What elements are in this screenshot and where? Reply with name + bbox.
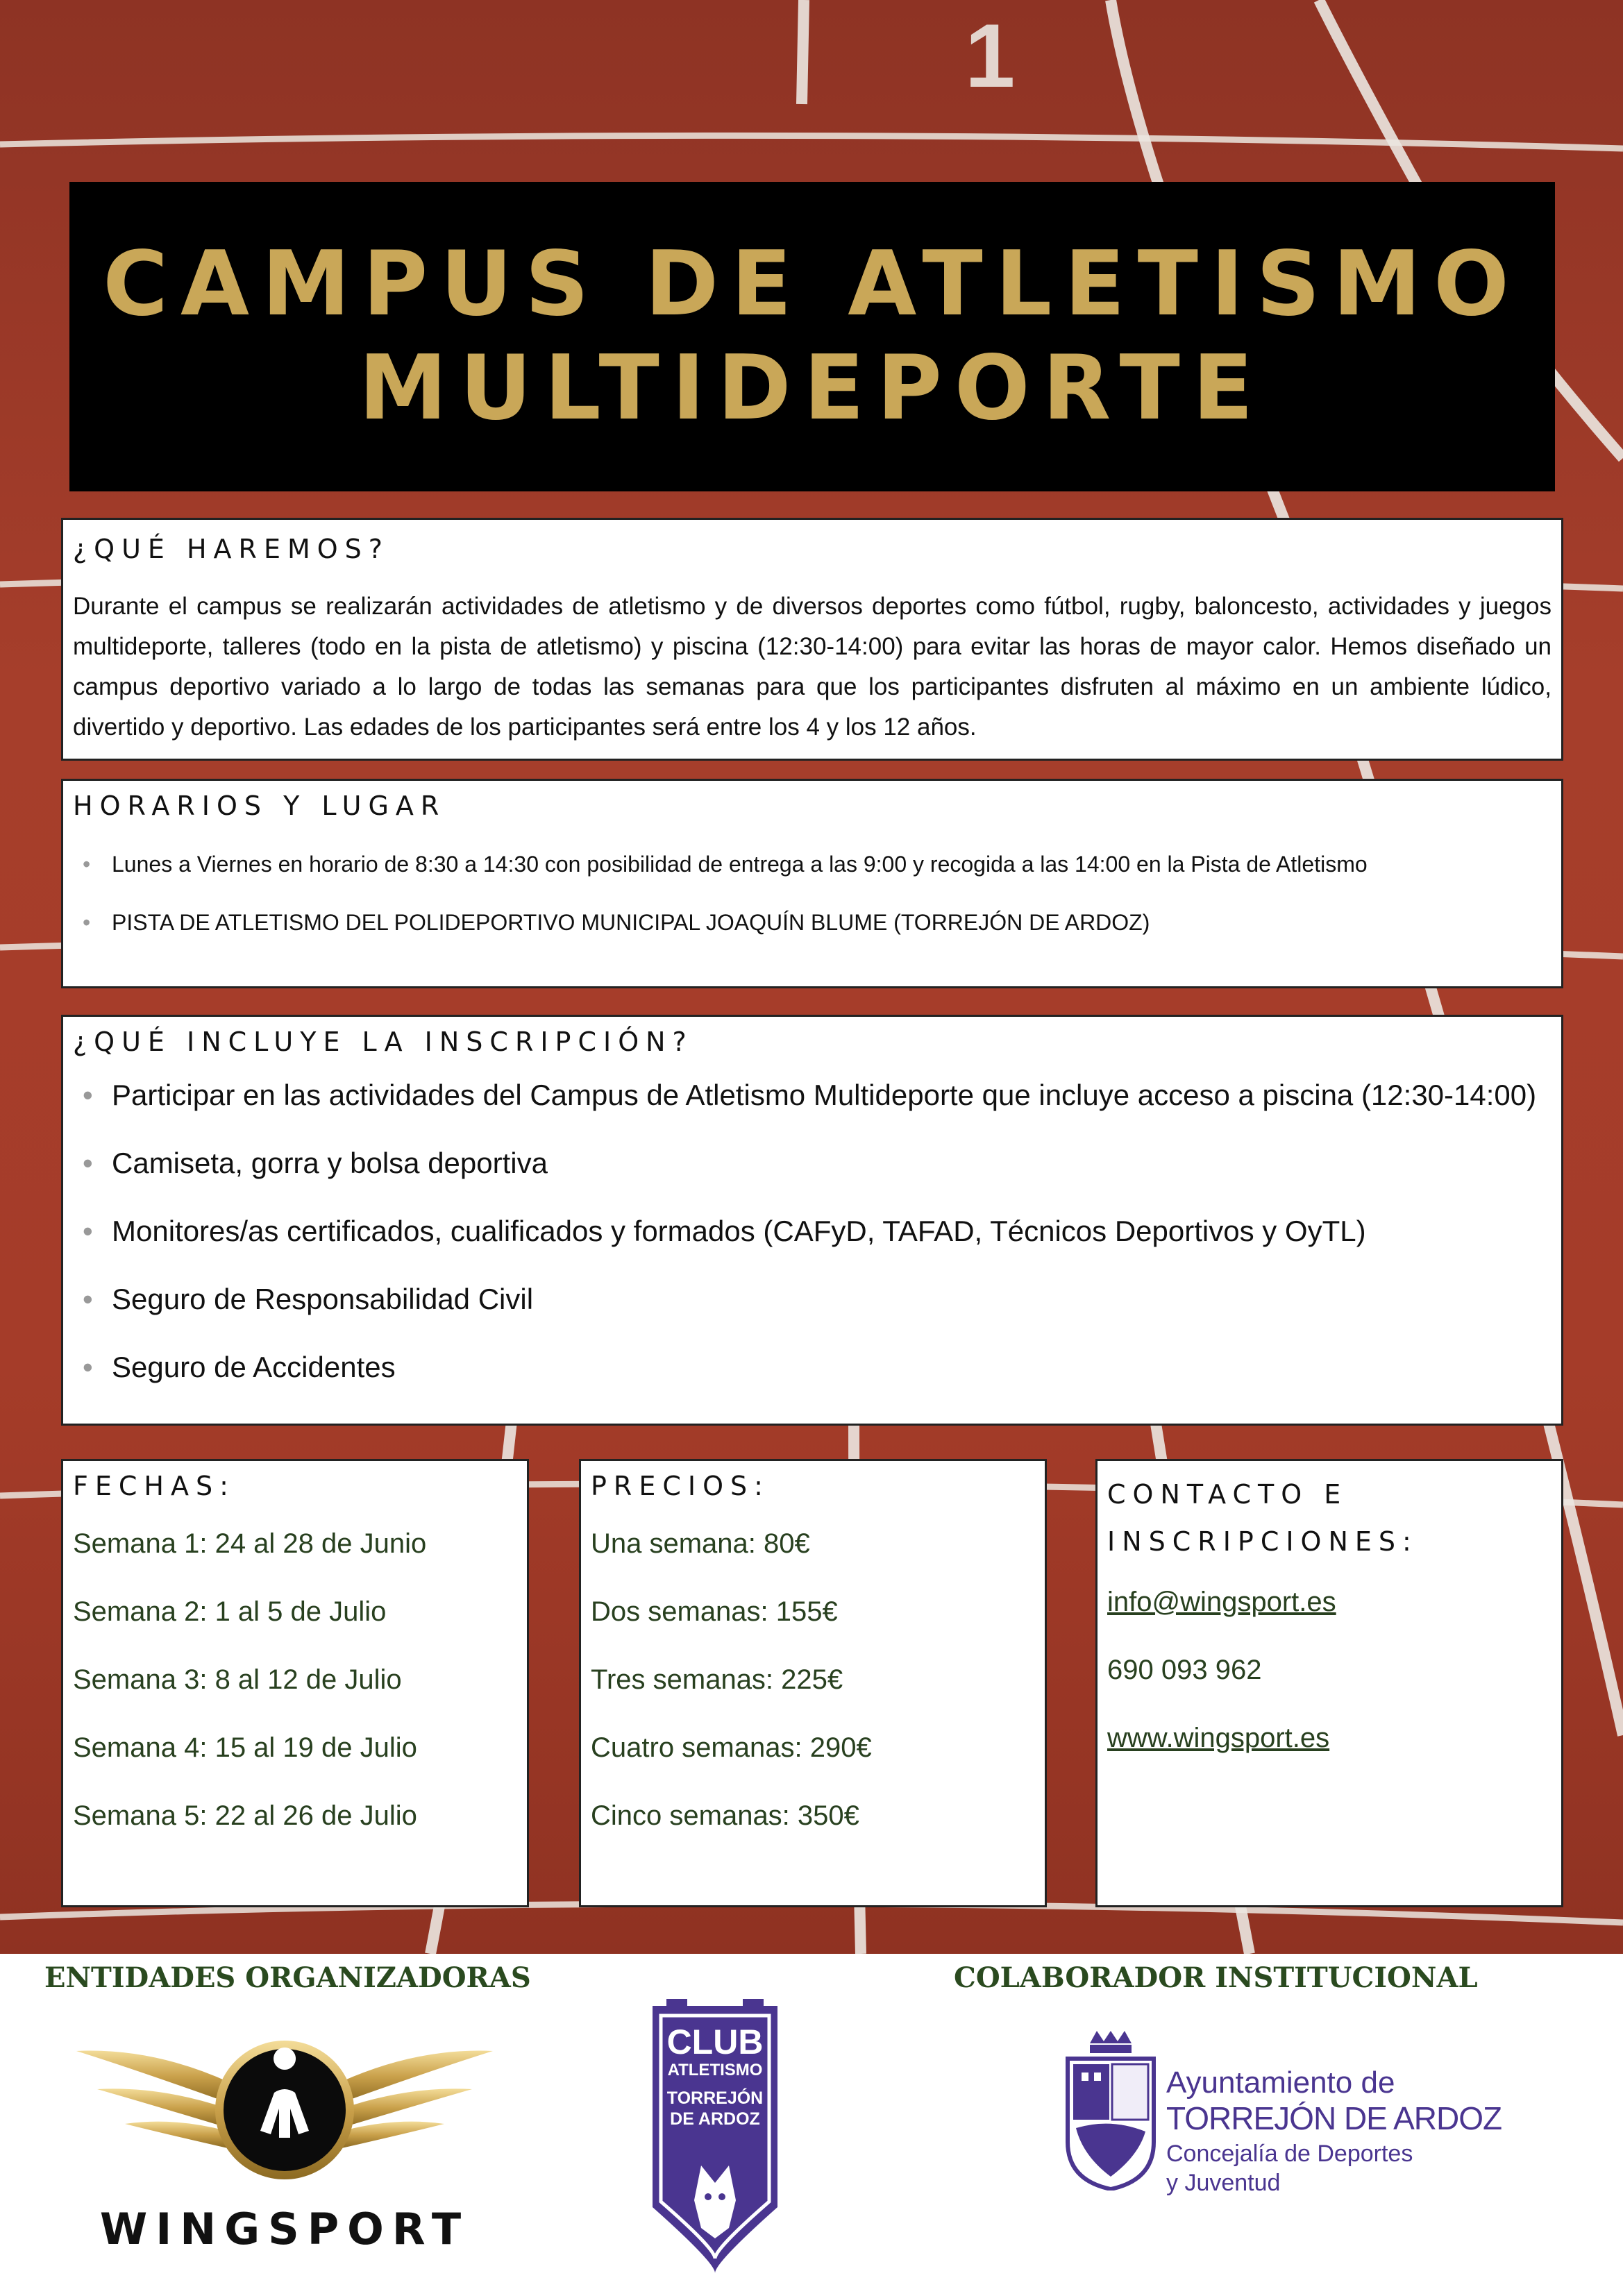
ayto-line-2: TORREJÓN DE ARDOZ xyxy=(1166,2100,1502,2136)
ayto-line-4: y Juventud xyxy=(1166,2170,1281,2196)
horarios-heading: HORARIOS Y LUGAR xyxy=(73,791,446,821)
fecha-item: Semana 2: 1 al 5 de Julio xyxy=(73,1596,387,1627)
list-item: • Monitores/as certificados, cualificados y formados (CAFyD, TAFAD, Técnicos Deportivos y OyTL) xyxy=(73,1214,1551,1249)
precio-item: Cuatro semanas: 290€ xyxy=(591,1732,872,1763)
title-banner xyxy=(69,182,1555,491)
phone-number: 690 093 962 xyxy=(1107,1655,1262,1685)
incluye-list xyxy=(73,1078,1551,1385)
club-line-3: TORREJÓN xyxy=(666,2088,764,2108)
email-link[interactable]: info@wingsport.es xyxy=(1107,1587,1336,1617)
list-item: • PISTA DE ATLETISMO DEL POLIDEPORTIVO MUNICIPAL JOAQUÍN BLUME (TORREJÓN DE ARDOZ) xyxy=(73,909,1551,936)
ayto-line-3: Concejalía de Deportes xyxy=(1166,2141,1413,2167)
horarios-list xyxy=(73,850,1551,936)
ayuntamiento-crest-icon xyxy=(1062,2031,1159,2191)
title-line-2: MULTIDEPORTE xyxy=(358,337,1266,440)
lane-number-1: 1 xyxy=(965,5,1016,106)
precio-item: Dos semanas: 155€ xyxy=(591,1596,838,1627)
club-line-1: CLUB xyxy=(666,2023,764,2061)
list-item: • Participar en las actividades del Campus de Atletismo Multideporte que incluye acceso a piscina (12:30-14:00) xyxy=(73,1078,1551,1113)
precio-item: Tres semanas: 225€ xyxy=(591,1664,843,1695)
wingsport-logo xyxy=(69,2027,500,2254)
website-link[interactable]: www.wingsport.es xyxy=(1107,1723,1330,1753)
precios-heading: PRECIOS: xyxy=(591,1471,770,1501)
precio-item: Cinco semanas: 350€ xyxy=(591,1800,859,1831)
colaborador-label: COLABORADOR INSTITUCIONAL xyxy=(954,1961,1478,1994)
que-haremos-heading: ¿QUÉ HAREMOS? xyxy=(73,534,389,564)
club-line-2: ATLETISMO xyxy=(667,2061,763,2079)
contacto-heading-2: INSCRIPCIONES: xyxy=(1107,1526,1418,1557)
precios-panel xyxy=(579,1459,1047,1907)
list-item: • Lunes a Viernes en horario de 8:30 a 14:30 con posibilidad de entrega a las 9:00 y recogida a las 14:00 en la Pista de Atletismo xyxy=(73,850,1551,878)
fecha-item: Semana 1: 24 al 28 de Junio xyxy=(73,1528,427,1559)
ayuntamiento-logo xyxy=(1062,2031,1506,2211)
fechas-heading: FECHAS: xyxy=(73,1471,235,1501)
club-atletismo-logo xyxy=(646,1999,784,2277)
list-item: • Seguro de Accidentes xyxy=(73,1350,1551,1385)
horarios-panel xyxy=(61,779,1563,988)
list-item: • Camiseta, gorra y bolsa deportiva xyxy=(73,1146,1551,1181)
que-haremos-text: Durante el campus se realizarán actividades de atletismo y de diversos deportes como fútbol, rugby, baloncesto, actividades y juegos multideporte, talleres (todo en la pista de atletismo) y piscina (12:30-14:00) para evitar las horas de mayor calor. Hemos diseñado un campus deportivo variado a lo largo de todas las semanas para que los participantes disfruten al máximo en un ambiente lúdico, divertido y deportivo. Las edades de los participantes será entre los 4 y los 12 años. xyxy=(73,593,1551,741)
organizadoras-label: ENTIDADES ORGANIZADORAS xyxy=(44,1961,531,1994)
fecha-item: Semana 3: 8 al 12 de Julio xyxy=(73,1664,402,1695)
contacto-panel xyxy=(1095,1459,1563,1907)
incluye-panel xyxy=(61,1015,1563,1426)
fechas-panel xyxy=(61,1459,529,1907)
club-line-4: DE ARDOZ xyxy=(670,2109,760,2129)
que-haremos-panel xyxy=(61,518,1563,761)
fecha-item: Semana 5: 22 al 26 de Julio xyxy=(73,1800,417,1831)
ayto-line-1: Ayuntamiento de xyxy=(1166,2066,1395,2100)
title-line-1: CAMPUS DE ATLETISMO xyxy=(103,233,1522,336)
incluye-heading: ¿QUÉ INCLUYE LA INSCRIPCIÓN? xyxy=(73,1027,693,1057)
wingsport-emblem-icon xyxy=(69,2027,500,2193)
fecha-item: Semana 4: 15 al 19 de Julio xyxy=(73,1732,417,1763)
precio-item: Una semana: 80€ xyxy=(591,1528,810,1559)
list-item: • Seguro de Responsabilidad Civil xyxy=(73,1282,1551,1317)
contacto-heading-1: CONTACTO E xyxy=(1107,1479,1348,1510)
wingsport-wordmark: WINGSPORT xyxy=(99,2204,470,2254)
